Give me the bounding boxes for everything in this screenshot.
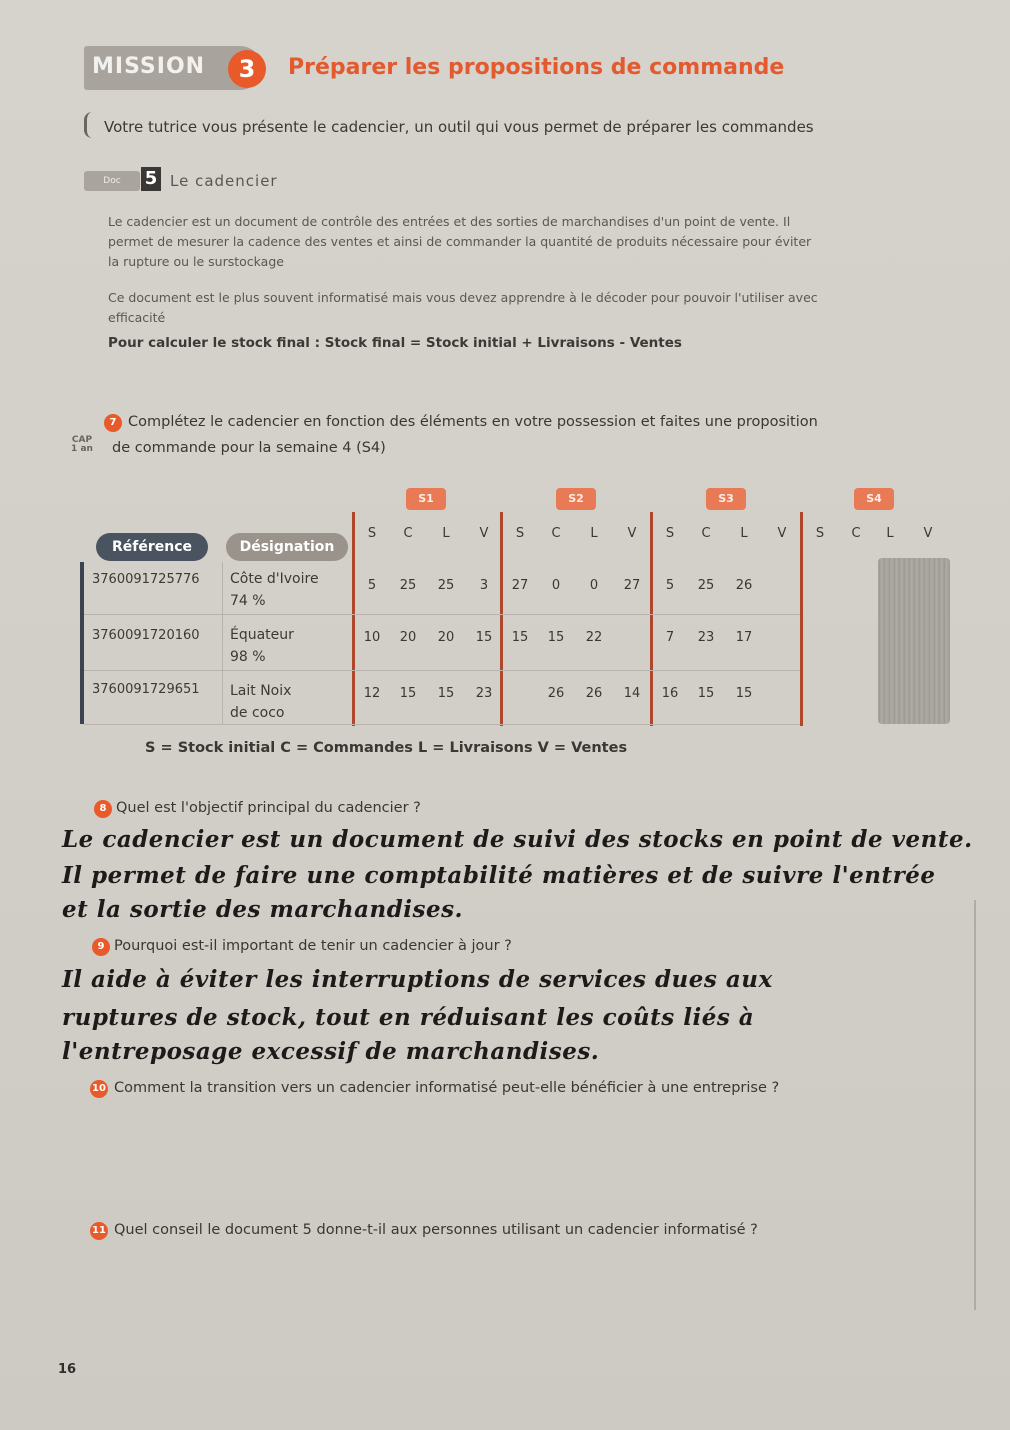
value-cell[interactable]: 15 xyxy=(511,630,529,645)
col-header: S xyxy=(665,526,675,541)
answer-8-line-1[interactable]: Le cadencier est un document de suivi des stocks en point de vente. xyxy=(62,826,973,853)
value-cell[interactable]: 17 xyxy=(735,630,753,645)
value-cell[interactable]: 25 xyxy=(437,578,455,593)
mission-title: Préparer les propositions de commande xyxy=(288,55,785,80)
col-header: S xyxy=(367,526,377,541)
designation-cell: Lait Noix de coco xyxy=(230,683,292,721)
week-badge-s1: S1 xyxy=(406,488,446,510)
value-cell[interactable]: 10 xyxy=(363,630,381,645)
question-11-text: Quel conseil le document 5 donne-t-il aux personnes utilisant un cadencier informatisé ? xyxy=(114,1222,758,1238)
reference-cell: 3760091729651 xyxy=(92,682,200,697)
value-cell[interactable]: 25 xyxy=(399,578,417,593)
value-cell[interactable]: 12 xyxy=(363,686,381,701)
value-cell[interactable]: 22 xyxy=(585,630,603,645)
col-header: S xyxy=(815,526,825,541)
value-cell[interactable]: 0 xyxy=(551,578,561,593)
doc-paragraph-2: Ce document est le plus souvent informatisé mais vous devez apprendre à le décoder pour pouvoir l'utiliser avec efficacité xyxy=(108,290,818,325)
value-cell[interactable]: 25 xyxy=(697,578,715,593)
s4-hatched-area xyxy=(878,558,950,724)
stock-formula: Pour calculer le stock final : Stock final = Stock initial + Livraisons - Ventes xyxy=(108,335,682,351)
designation-cell: Côte d'Ivoire 74 % xyxy=(230,571,319,609)
mission-label: MISSION xyxy=(92,54,206,79)
grid-line xyxy=(84,614,800,615)
value-cell[interactable]: 16 xyxy=(661,686,679,701)
question-7-line-2: de commande pour la semaine 4 (S4) xyxy=(112,440,386,456)
reference-header: Référence xyxy=(96,533,208,561)
cap-badge: CAP 1 an xyxy=(71,435,93,454)
value-cell[interactable]: 15 xyxy=(475,630,493,645)
value-cell[interactable]: 26 xyxy=(547,686,565,701)
grid-line xyxy=(222,562,223,724)
question-9-text: Pourquoi est-il important de tenir un cadencier à jour ? xyxy=(114,938,512,954)
week-badge-s4: S4 xyxy=(854,488,894,510)
col-header: L xyxy=(590,526,598,541)
question-10-number: 10 xyxy=(90,1080,108,1098)
question-7-number: 7 xyxy=(104,414,122,432)
col-header: L xyxy=(442,526,450,541)
designation-header: Désignation xyxy=(226,533,348,561)
col-header: L xyxy=(886,526,894,541)
value-cell[interactable]: 27 xyxy=(623,578,641,593)
answer-9-line-1[interactable]: Il aide à éviter les interruptions de services dues aux xyxy=(62,966,773,993)
value-cell[interactable]: 5 xyxy=(367,578,377,593)
answer-9-line-2[interactable]: ruptures de stock, tout en réduisant les coûts liés à xyxy=(62,1004,755,1031)
col-header: S xyxy=(515,526,525,541)
week-badge-s2: S2 xyxy=(556,488,596,510)
doc-tag: Doc xyxy=(84,171,140,191)
value-cell[interactable]: 15 xyxy=(697,686,715,701)
intro-bracket xyxy=(84,112,95,138)
table-left-border xyxy=(80,562,84,724)
doc-number: 5 xyxy=(141,167,161,191)
question-7-line-1: Complétez le cadencier en fonction des éléments en votre possession et faites une proposition xyxy=(128,414,818,430)
value-cell[interactable]: 20 xyxy=(399,630,417,645)
doc-title: Le cadencier xyxy=(170,172,278,190)
answer-8-line-2[interactable]: Il permet de faire une comptabilité matières et de suivre l'entrée xyxy=(62,862,936,889)
value-cell[interactable]: 15 xyxy=(399,686,417,701)
question-11-number: 11 xyxy=(90,1222,108,1240)
question-8-text: Quel est l'objectif principal du cadencier ? xyxy=(116,800,421,816)
reference-cell: 3760091720160 xyxy=(92,628,200,643)
value-cell[interactable]: 23 xyxy=(475,686,493,701)
col-header: C xyxy=(403,526,413,541)
question-10-text: Comment la transition vers un cadencier informatisé peut-elle bénéficier à une entreprise ? xyxy=(114,1080,780,1096)
mission-number: 3 xyxy=(228,50,266,88)
value-cell[interactable]: 23 xyxy=(697,630,715,645)
grid-line xyxy=(84,724,800,725)
value-cell[interactable]: 3 xyxy=(479,578,489,593)
reference-cell: 3760091725776 xyxy=(92,572,200,587)
question-8-number: 8 xyxy=(94,800,112,818)
value-cell[interactable]: 26 xyxy=(585,686,603,701)
answer-8-line-3[interactable]: et la sortie des marchandises. xyxy=(62,896,464,923)
intro-text: Votre tutrice vous présente le cadencier, un outil qui vous permet de préparer les commandes xyxy=(104,118,814,136)
col-header: V xyxy=(777,526,787,541)
value-cell[interactable]: 15 xyxy=(735,686,753,701)
grid-line xyxy=(84,670,800,671)
table-legend: S = Stock initial C = Commandes L = Livraisons V = Ventes xyxy=(145,740,628,756)
col-header: C xyxy=(701,526,711,541)
col-header: C xyxy=(851,526,861,541)
value-cell[interactable]: 15 xyxy=(437,686,455,701)
pencil-margin-line xyxy=(974,900,976,1310)
page-number: 16 xyxy=(58,1362,77,1377)
value-cell[interactable]: 5 xyxy=(665,578,675,593)
col-header: C xyxy=(551,526,561,541)
value-cell[interactable]: 7 xyxy=(665,630,675,645)
col-header: V xyxy=(627,526,637,541)
designation-cell: Équateur 98 % xyxy=(230,627,294,665)
value-cell[interactable]: 0 xyxy=(589,578,599,593)
value-cell[interactable]: 14 xyxy=(623,686,641,701)
value-cell[interactable]: 26 xyxy=(735,578,753,593)
week-badge-s3: S3 xyxy=(706,488,746,510)
value-cell[interactable]: 27 xyxy=(511,578,529,593)
question-9-number: 9 xyxy=(92,938,110,956)
week-separator xyxy=(800,512,803,726)
col-header: V xyxy=(923,526,933,541)
col-header: V xyxy=(479,526,489,541)
doc-paragraph-1: Le cadencier est un document de contrôle des entrées et des sorties de marchandises d'un point de vente. Il permet de mesurer la cadence des ventes et ainsi de commander la quantité de produits nécessaire pour éviter la rupture ou le surstockage xyxy=(108,214,812,269)
value-cell[interactable]: 20 xyxy=(437,630,455,645)
value-cell[interactable]: 15 xyxy=(547,630,565,645)
answer-9-line-3[interactable]: l'entreposage excessif de marchandises. xyxy=(62,1038,600,1065)
col-header: L xyxy=(740,526,748,541)
